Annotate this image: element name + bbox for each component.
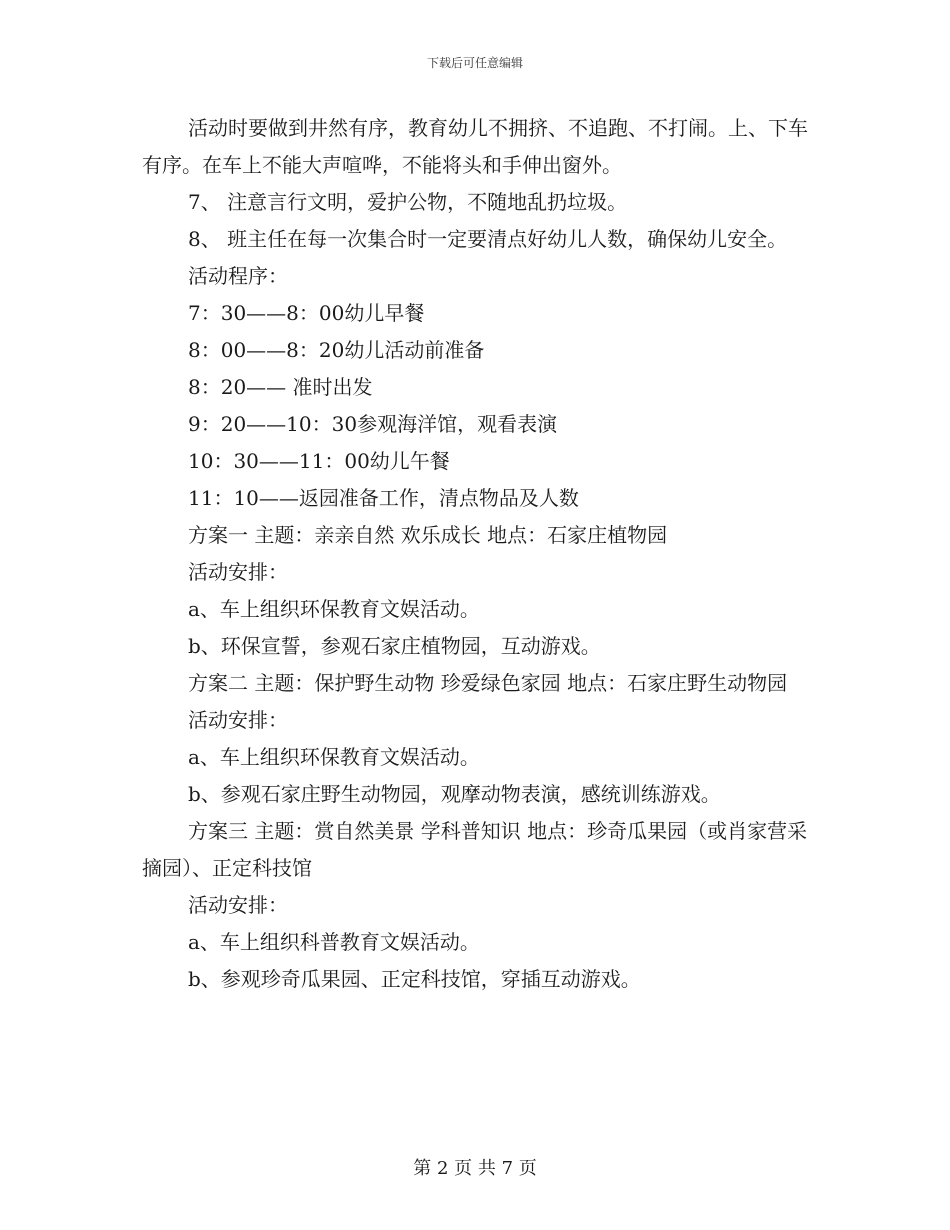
schedule-line: 11：10——返园准备工作，清点物品及人数 <box>188 486 579 510</box>
activity-arrangement-heading: 活动安排： <box>188 893 288 917</box>
paragraph-item-8: 8、 班主任在每一次集合时一定要清点好幼儿人数，确保幼儿安全。 <box>188 227 788 251</box>
plan-two-title: 方案二 主题：保护野生动物 珍爱绿色家园 地点：石家庄野生动物园 <box>188 671 788 695</box>
schedule-line: 10：30——11：00幼儿午餐 <box>188 449 450 473</box>
schedule-line: 8：00——8：20幼儿活动前准备 <box>188 338 485 362</box>
page-number-footer: 第 2 页 共 7 页 <box>413 1158 537 1179</box>
list-item: b、环保宣誓，参观石家庄植物园，互动游戏。 <box>188 634 601 658</box>
list-item: a、车上组织环保教育文娱活动。 <box>188 597 480 621</box>
paragraph-activity-order: 活动时要做到井然有序，教育幼儿不拥挤、不追跑、不打闹。上、下车有序。在车上不能大声喧哗，不能将头和手伸出窗外。 <box>142 116 808 177</box>
schedule-line: 8：20—— 准时出发 <box>188 375 373 399</box>
plan-three-title: 方案三 主题：赏自然美景 学科普知识 地点：珍奇瓜果园（或肖家营采摘园）、正定科技馆 <box>142 819 808 880</box>
plan-one-title: 方案一 主题：亲亲自然 欢乐成长 地点：石家庄植物园 <box>188 523 668 547</box>
section-heading-program: 活动程序： <box>188 264 288 288</box>
list-item: a、车上组织环保教育文娱活动。 <box>188 745 480 769</box>
activity-arrangement-heading: 活动安排： <box>188 560 288 584</box>
paragraph-item-7: 7、 注意言行文明，爱护公物，不随地乱扔垃圾。 <box>188 190 628 214</box>
schedule-line: 7：30——8：00幼儿早餐 <box>188 301 425 325</box>
activity-arrangement-heading: 活动安排： <box>188 708 288 732</box>
schedule-line: 9：20——10：30参观海洋馆，观看表演 <box>188 412 558 436</box>
page-header: 下载后可任意编辑 <box>426 56 523 70</box>
list-item: b、参观珍奇瓜果园、正定科技馆，穿插互动游戏。 <box>188 967 641 991</box>
document-body <box>142 110 810 998</box>
list-item: a、车上组织科普教育文娱活动。 <box>188 930 480 954</box>
list-item: b、参观石家庄野生动物园，观摩动物表演，感统训练游戏。 <box>188 782 721 806</box>
